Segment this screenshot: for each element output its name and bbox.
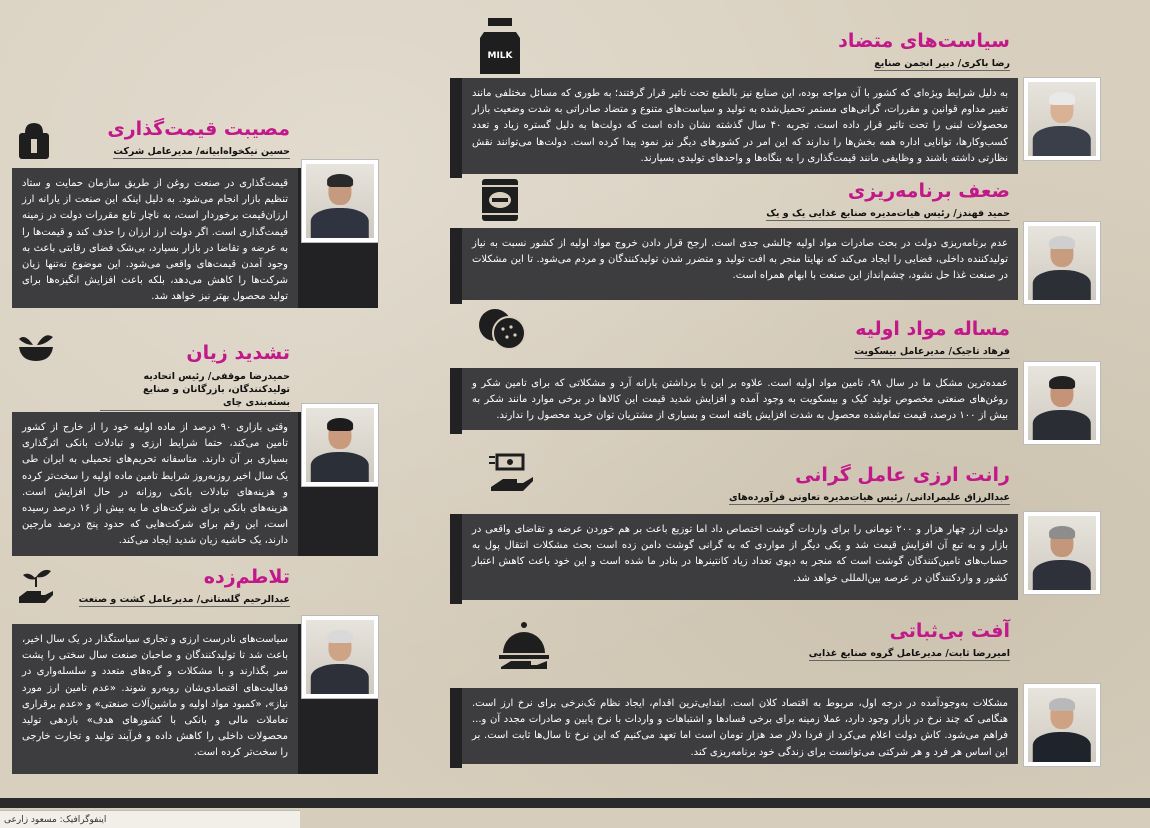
section-byline: فرهاد تاجیک/ مدیرعامل بیسکویت <box>854 346 1010 357</box>
section-title: آفت بی‌ثباتی <box>889 620 1010 642</box>
avatar <box>1024 78 1100 160</box>
avatar <box>302 616 378 698</box>
box-tab <box>450 78 462 178</box>
serving-cloche-icon <box>496 618 552 672</box>
section-title: ضعف برنامه‌ریزی <box>847 180 1010 202</box>
section-title: مساله مواد اولیه <box>855 318 1010 340</box>
infographic-credit: اینفوگرافیک: مسعود زارعی <box>0 810 300 828</box>
bowl-leaf-icon <box>16 330 56 364</box>
plant-hand-icon <box>16 566 56 606</box>
avatar <box>302 404 378 486</box>
section-byline: عبدالرزاق علیمرادانی/ رئیس هیات‌مدیره تعاونی فرآورده‌های <box>729 492 1010 503</box>
section-text-box: سیاست‌های نادرست ارزی و تجاری سیاستگذار در یک سال اخیر، باعث شد تا تولیدکنندگان و صاحبان صنعت سال سختی را پشت سر بگذارند و با مشکلات و گره‌های متعدد و سلسله‌واری در فعالیت‌های اقتصادی‌شان روبه‌رو شوند. «عدم تامین ارز مورد نیاز»، «کمبود مواد اولیه و ماشین‌آلات صنعتی» و «عدم برقراری تعاملات مالی و بانکی با کشورهای هدف» بازدهی تولید محصولات داخلی را کاهش داده و فرآیند تولید و تجارت خارجی را سخت‌تر کرده است. <box>12 624 298 774</box>
footer-bar <box>0 798 1150 808</box>
box-tab <box>450 228 462 304</box>
box-tab <box>450 688 462 768</box>
section-text-box: دولت ارز چهار هزار و ۲۰۰ تومانی را برای واردات گوشت اختصاص داد اما توزیع باعث بر هم خوردن عرضه و تقاضای واقعی در بازار و به تبع آن افزایش قیمت شد و یکی دیگر از مواردی که به گرانی گوشت دامن زده است بحث مشکلات انتقال پول به حساب‌های تامین‌کنندگان گوشت است که منجر به دپوی تعداد زیاد کانتینرها در بنادر ما شده است و این خود باعث کاهش اعتبار کشور و واردکنندگان در عرصه بین‌المللی خواهد شد. <box>462 514 1018 600</box>
section-text-box: عدم برنامه‌ریزی دولت در بحث صادرات مواد اولیه چالشی جدی است. ارجح قرار دادن خروج مواد اولیه از کشور نسبت به نیاز تولیدکننده داخلی، فضایی را ایجاد می‌کند که نهایتا منجر به افت تولید و متضرر شدن تولیدکنندگان و مردم می‌شود. تا این مشکلات در صنعت غذا حل نشود، چشم‌انداز این صنعت با ابهام همراه است. <box>462 228 1018 300</box>
section-byline: حمیدرضا موقفی/ رئیس اتحادیه تولیدکنندگان، بازرگانان و صنایع بسته‌بندی چای <box>100 370 290 411</box>
section-byline: رضا باکری/ دبیر انجمن صنایع <box>874 58 1010 69</box>
section-title: رانت ارزی عامل گرانی <box>795 464 1010 486</box>
avatar <box>1024 512 1100 594</box>
avatar <box>1024 362 1100 444</box>
section-byline: عبدالرحیم گلستانی/ مدیرعامل کشت و صنعت <box>78 594 290 605</box>
box-tab <box>450 514 462 604</box>
milk-label: MILK <box>487 51 513 61</box>
section-text-box: مشکلات به‌وجودآمده در درجه اول، مربوط به اقتصاد کلان است. ابتدایی‌ترین اقدام، ایجاد نظام تک‌نرخی برای نرخ ارز است. هنگامی که چند نرخ در بازار وجود دارد، عملا زمینه برای برخی فسادها و اشتباهات و واردات با نرخ پایین و صادرات مجدد آن و... فراهم می‌شود. کاش دولت اعلام می‌کرد از فردا دلار صد هزار تومان است اما تعهد می‌کنیم که این نرخ تا سال‌ها ثابت است. بر این اساس هر فرد و هر شرکتی می‌توانست برای زندگی خود برنامه‌ریزی کند. <box>462 688 1018 764</box>
section-title: مصیبت قیمت‌گذاری <box>107 118 290 140</box>
avatar <box>1024 684 1100 766</box>
section-title: سیاست‌های متضاد <box>838 30 1010 52</box>
section-title: تلاطم‌زده <box>203 566 290 588</box>
cash-hand-icon <box>486 450 536 498</box>
biscuits-icon <box>474 306 530 352</box>
section-byline: حمید فهندز/ رئیس هیات‌مدیره صنایع غذایی یک و یک <box>766 208 1010 219</box>
milk-carton-icon <box>478 18 522 74</box>
section-text-box: قیمت‌گذاری در صنعت روغن از طریق سازمان حمایت و ستاد تنظیم بازار انجام می‌شود. به دلیل اینکه این صنعت از یارانه ارز ارزان‌قیمت برخوردار است، به ناچار تابع مقررات دولت در زمینه قیمت‌گذاری است. اگر دولت ارز ارزان را حذف کند و قیمت‌ها را به عرضه و تقاضا در بازار بسپارد، بی‌شک فضای رقابتی باعث به وجود آمدن قیمت‌های واقعی می‌شود. این موضوع نه‌تنها زیان شرکت‌ها را کاهش می‌دهد، بلکه باعث افزایش انگیزه‌ها برای تولید محصول بهتر نیز خواهد شد. <box>12 168 298 308</box>
avatar <box>302 160 378 242</box>
box-tab <box>450 368 462 434</box>
bread-toaster-icon <box>16 122 52 162</box>
section-text-box: عمده‌ترین مشکل ما در سال ۹۸، تامین مواد اولیه است. علاوه بر این با برداشتن یارانه آرد و مشکلاتی که برای تامین شکر و روغن‌های صنعتی مخصوص تولید کیک و بیسکویت به وجود آمده و افزایش شدید قیمت این کالاها در برخی موارد مانند شکر به بیش از ۱۰۰ درصد، قیمت تمام‌شده محصول به شدت افزایش یافته است و بسیاری از مشتریان توان خرید محصول را ندارند. <box>462 368 1018 430</box>
section-title: تشدید زیان <box>186 342 290 364</box>
section-byline: امیررضا ثابت/ مدیرعامل گروه صنایع غذایی <box>808 648 1010 659</box>
section-text-box: وقتی بازاری ۹۰ درصد از ماده اولیه خود را از خارج از کشور تامین می‌کند، حتما شرایط ارزی و تبادلات بانکی اثرگذاری بسیاری بر آن دارند. متاسفانه تحریم‌های تحمیلی به ایران طی یک سال اخیر روزبه‌روز شرایط تامین ماده اولیه را سخت‌تر کرده و هزینه‌های تبادلات بانکی روزانه در حال افزایش است. هزینه‌های بانکی برای شرکت‌های ما به بیش از ۱۶ درصد رسیده است، این رقم برای شرکت‌هایی که حدود پنج درصد مارجین دارند، یک حاشیه زیان شدید ایجاد می‌کند. <box>12 412 298 556</box>
section-text-box: به دلیل شرایط ویژه‌ای که کشور با آن مواجه بوده، این صنایع نیز بالطبع تحت تاثیر قرار گرفتند؛ به طوری که مسائل مختلفی مانند تغییر مداوم قوانین و مقررات، گرانی‌های مستمر تحمیل‌شده به تولید و سیاست‌های متنوع و متضاد صادراتی به شدت وضعیت بازار محصولات لبنی را تحت تاثیر قرار داده است. تجربه ۴۰ سال گذشته نشان داده است که دولت‌ها به دلیل گستره زیاد و تعدد کسب‌وکارها، توانایی اداره همه بخش‌ها را ندارند که این امر در کشورهای دیگر نیز نمود پیدا کرده است. دولت‌ها می‌توانند نقش نظارتی داشته باشند و وظایفی مانند قیمت‌گذاری را به بنگاه‌ها و واحدهای تولیدی بسپارند. <box>462 78 1018 174</box>
canned-food-icon <box>478 178 522 222</box>
avatar <box>1024 222 1100 304</box>
section-byline: حسین نیکخواه‌ابیانه/ مدیرعامل شرکت <box>113 146 290 157</box>
